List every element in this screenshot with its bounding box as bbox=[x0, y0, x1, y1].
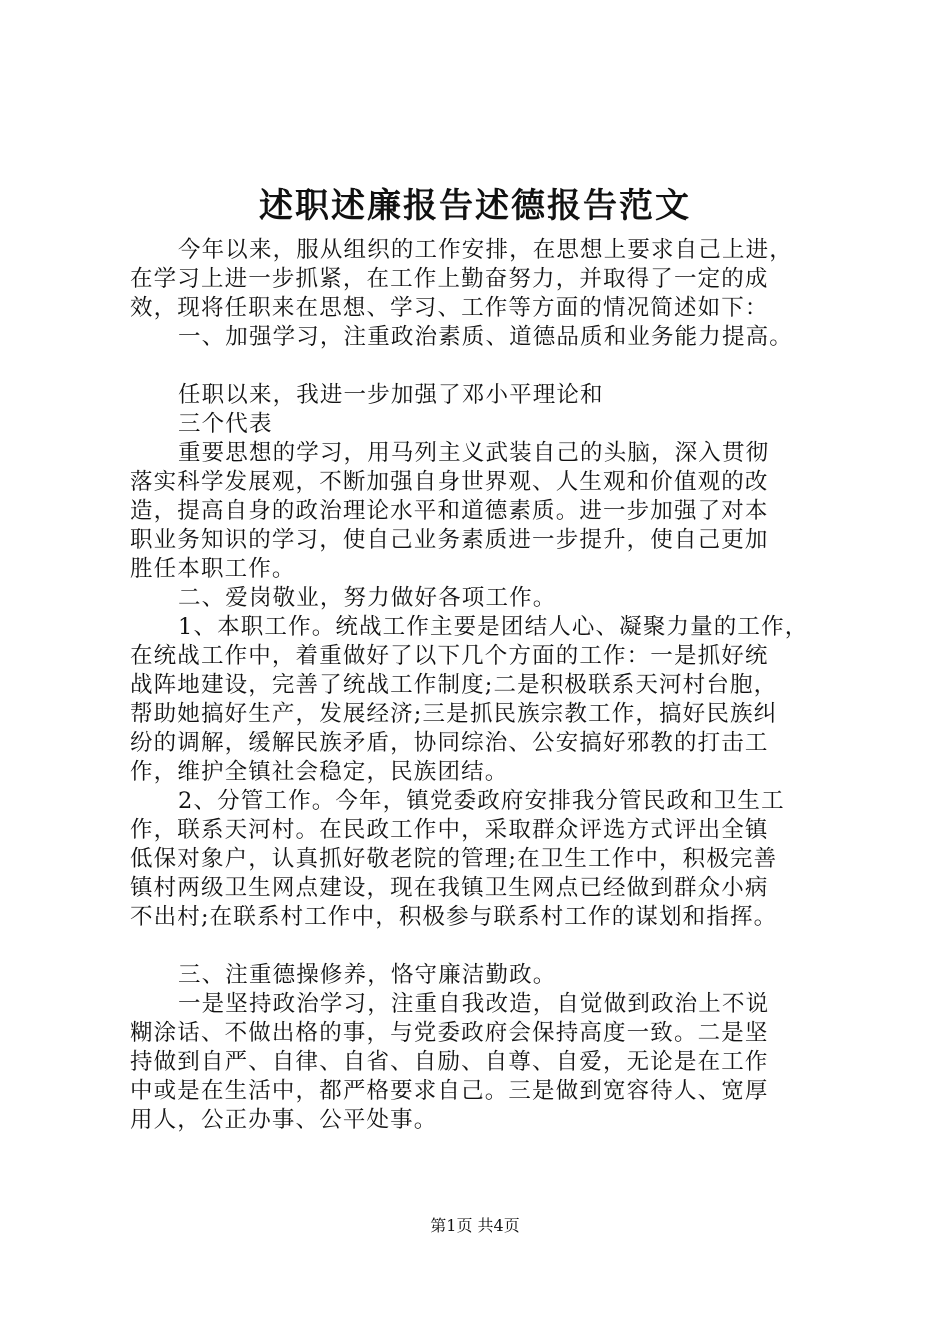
body-line: 不出村;在联系村工作中，积极参与联系村工作的谋划和指挥。 bbox=[130, 904, 778, 930]
body-line: 作，维护全镇社会稳定，民族团结。 bbox=[130, 759, 509, 785]
body-line: 糊涂话、不做出格的事，与党委政府会保持高度一致。二是坚 bbox=[130, 1020, 769, 1046]
body-line: 重要思想的学习，用马列主义武装自己的头脑，深入贯彻 bbox=[178, 440, 770, 466]
body-line: 用人，公正办事、公平处事。 bbox=[130, 1107, 438, 1133]
page-number: 第1页 共4页 bbox=[430, 1216, 520, 1235]
body-line: 纷的调解，缓解民族矛盾，协同综治、公安搞好邪教的打击工 bbox=[130, 730, 769, 756]
body-line: 三个代表 bbox=[178, 411, 273, 437]
body-line: 今年以来，服从组织的工作安排，在思想上要求自己上进， bbox=[178, 237, 793, 263]
body-line: 落实科学发展观，不断加强自身世界观、人生观和价值观的改 bbox=[130, 469, 769, 495]
body-line: 帮助她搞好生产，发展经济;三是抓民族宗教工作，搞好民族纠 bbox=[130, 701, 778, 727]
section-heading-3: 三、注重德操修养，恪守廉洁勤政。 bbox=[178, 962, 557, 988]
body-line: 效，现将任职来在思想、学习、工作等方面的情况简述如下： bbox=[130, 295, 769, 321]
body-line: 任职以来，我进一步加强了邓小平理论和 bbox=[178, 382, 604, 408]
body-line: 在学习上进一步抓紧，在工作上勤奋努力，并取得了一定的成 bbox=[130, 266, 769, 292]
body-line: 低保对象户，认真抓好敬老院的管理;在卫生工作中，积极完善 bbox=[130, 846, 778, 872]
body-line: 一是坚持政治学习，注重自我改造，自觉做到政治上不说 bbox=[178, 991, 770, 1017]
section-heading-2: 二、爱岗敬业，努力做好各项工作。 bbox=[178, 585, 557, 611]
document-title: 述职述廉报告述德报告范文 bbox=[259, 186, 691, 226]
body-line: 中或是在生活中，都严格要求自己。三是做到宽容待人、宽厚 bbox=[130, 1078, 769, 1104]
paragraph-gap bbox=[130, 932, 830, 961]
body-line: 1、本职工作。统战工作主要是团结人心、凝聚力量的工作， bbox=[178, 614, 809, 640]
body-line: 在统战工作中，着重做好了以下几个方面的工作：一是抓好统 bbox=[130, 643, 769, 669]
document-body bbox=[130, 236, 830, 1135]
body-line: 造，提高自身的政治理论水平和道德素质。进一步加强了对本 bbox=[130, 498, 769, 524]
body-line: 作，联系天河村。在民政工作中，采取群众评选方式评出全镇 bbox=[130, 817, 769, 843]
section-heading-1: 一、加强学习，注重政治素质、道德品质和业务能力提高。 bbox=[178, 324, 793, 350]
body-line: 战阵地建设，完善了统战工作制度;二是积极联系天河村台胞， bbox=[130, 672, 778, 698]
body-line: 镇村两级卫生网点建设，现在我镇卫生网点已经做到群众小病 bbox=[130, 875, 769, 901]
body-line: 持做到自严、自律、自省、自励、自尊、自爱，无论是在工作 bbox=[130, 1049, 769, 1075]
body-line: 2、分管工作。今年，镇党委政府安排我分管民政和卫生工 bbox=[178, 788, 785, 814]
body-line: 职业务知识的学习，使自己业务素质进一步提升，使自己更加 bbox=[130, 527, 769, 553]
paragraph-gap bbox=[130, 352, 830, 381]
body-line: 胜任本职工作。 bbox=[130, 556, 296, 582]
